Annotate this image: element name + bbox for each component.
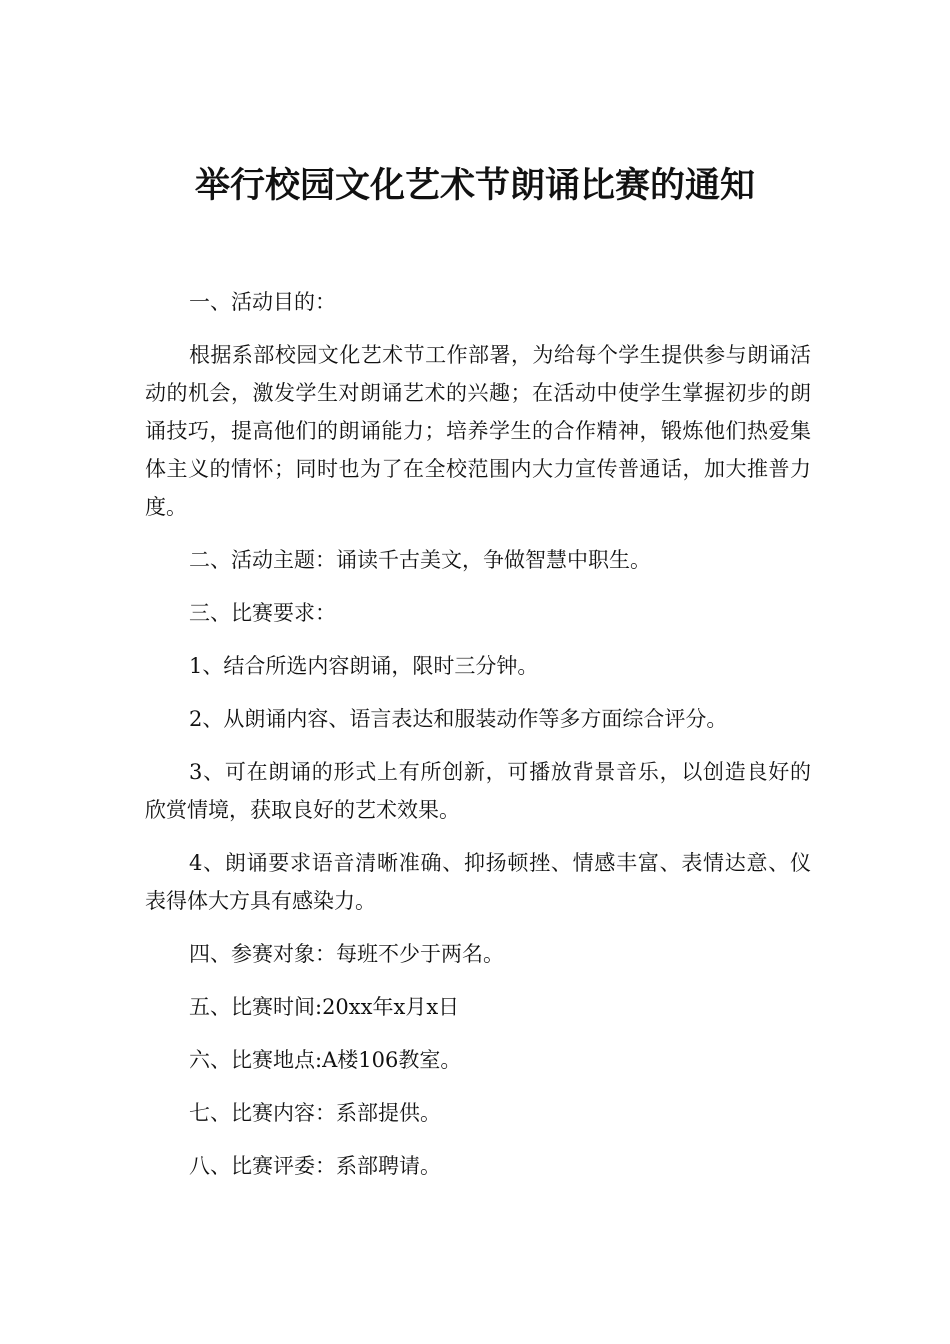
section-3-heading: 三、比赛要求： bbox=[189, 601, 336, 625]
requirement-1: 1、结合所选内容朗诵，限时三分钟。 bbox=[189, 654, 539, 678]
section-5-time: 五、比赛时间:20xx年x月x日 bbox=[189, 995, 460, 1019]
requirement-3: 3、可在朗诵的形式上有所创新，可播放背景音乐，以创造良好的欣赏情境，获取良好的艺术效果。 bbox=[145, 760, 811, 822]
section-6-location: 六、比赛地点:A楼106教室。 bbox=[189, 1048, 462, 1072]
document-title: 举行校园文化艺术节朗诵比赛的通知 bbox=[194, 166, 755, 206]
document-body bbox=[145, 283, 811, 1200]
section-1-heading: 一、活动目的： bbox=[189, 290, 336, 314]
section-4-participants: 四、参赛对象：每班不少于两名。 bbox=[189, 942, 504, 966]
requirement-2: 2、从朗诵内容、语言表达和服装动作等多方面综合评分。 bbox=[189, 707, 728, 731]
requirement-4: 4、朗诵要求语音清晰准确、抑扬顿挫、情感丰富、表情达意、仪表得体大方具有感染力。 bbox=[145, 851, 811, 913]
section-1-text: 根据系部校园文化艺术节工作部署，为给每个学生提供参与朗诵活动的机会，激发学生对朗诵艺术的兴趣；在活动中使学生掌握初步的朗诵技巧，提高他们的朗诵能力；培养学生的合作精神，锻炼他们热爱集体主义的情怀；同时也为了在全校范围内大力宣传普通话，加大推普力度。 bbox=[145, 343, 811, 519]
section-8-judges: 八、比赛评委：系部聘请。 bbox=[189, 1154, 441, 1178]
section-2-heading: 二、活动主题：诵读千古美文，争做智慧中职生。 bbox=[189, 548, 651, 572]
section-7-content: 七、比赛内容：系部提供。 bbox=[189, 1101, 441, 1125]
